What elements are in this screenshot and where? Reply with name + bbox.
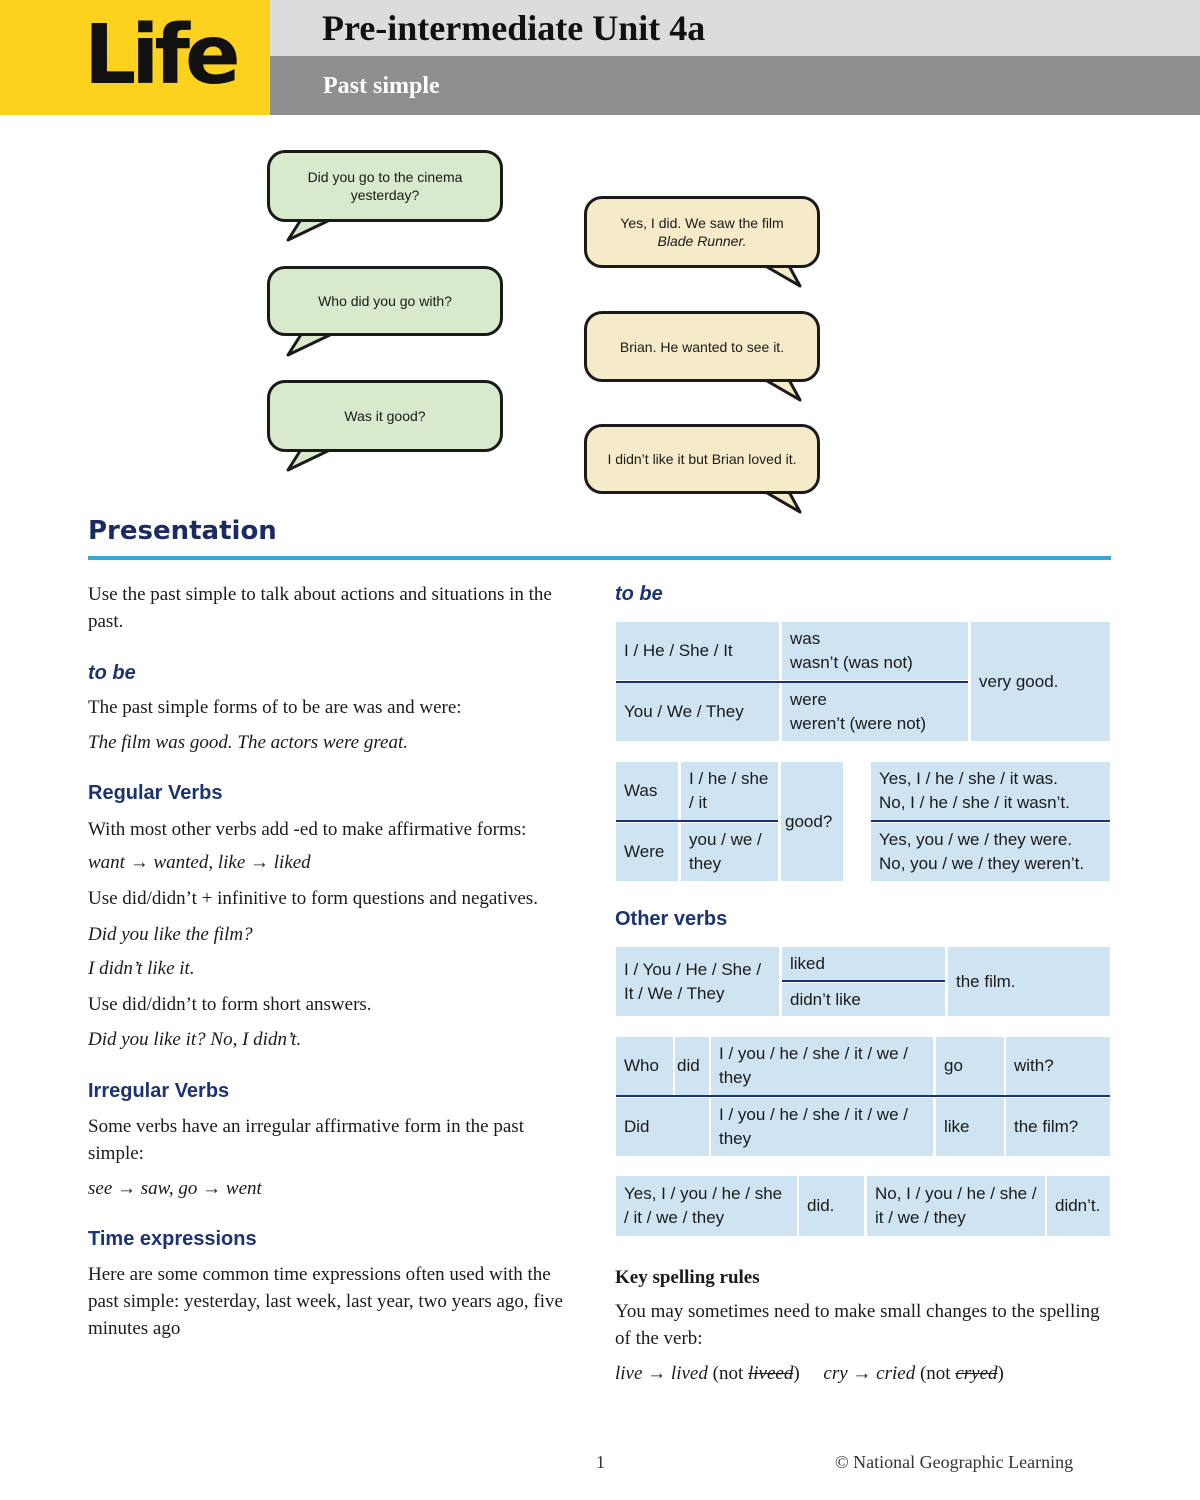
table-cell: I / He / She / It <box>616 622 779 680</box>
copyright: © National Geographic Learning <box>835 1452 1074 1472</box>
table-cell: like <box>936 1098 1004 1156</box>
table-cell: the film? <box>1006 1098 1110 1156</box>
answer-bubble-2: Brian. He wanted to see it. <box>584 311 820 382</box>
table-cell: did <box>675 1037 709 1095</box>
subheading-regular: Regular Verbs <box>88 782 223 804</box>
spelling-examples: live → lived (not liveed) cry → cried (not cryed) <box>615 1363 1004 1384</box>
bubble-tail <box>284 333 344 359</box>
section-heading: Presentation <box>88 516 277 546</box>
page-number: 1 <box>596 1452 605 1472</box>
page-title: Pre-intermediate Unit 4a <box>322 8 706 48</box>
table-cell: Was <box>616 762 678 820</box>
table-cell: was wasn’t (was not) <box>782 622 968 680</box>
question-bubble-3: Was it good? <box>267 380 503 452</box>
table-cell: No, I / you / he / she / it / we / they <box>867 1176 1045 1236</box>
answer-bubble-3: I didn’t like it but Brian loved it. <box>584 424 820 494</box>
table-cell: I / You / He / She / It / We / They <box>616 947 779 1016</box>
table-cell: with? <box>1006 1037 1110 1095</box>
table-cell: You / We / They <box>616 683 779 741</box>
table-cell: Who <box>616 1037 673 1095</box>
table-divider <box>616 820 778 822</box>
subheading-to-be: to be <box>88 662 136 684</box>
page-subtitle: Past simple <box>323 73 440 99</box>
spelling-heading: Key spelling rules <box>615 1267 760 1288</box>
table-heading-to-be: to be <box>615 583 663 605</box>
table-cell: liked <box>782 947 945 980</box>
table-divider <box>782 980 945 982</box>
table-cell: Yes, I / he / she / it was. No, I / he / she / it wasn’t. <box>871 762 1110 820</box>
to-be-text: The past simple forms of to be are was and were: <box>88 697 462 718</box>
regular-text-1: With most other verbs add -ed to make affirmative forms: <box>88 819 527 840</box>
subheading-irregular: Irregular Verbs <box>88 1080 230 1102</box>
irregular-example: see → saw, go → went <box>88 1178 262 1199</box>
table-divider <box>616 681 968 683</box>
table-cell: very good. <box>971 622 1110 741</box>
spelling-text: You may sometimes need to make small changes to the spelling of the verb: <box>615 1301 1100 1349</box>
life-logo: Life <box>0 0 270 115</box>
intro-text: Use the past simple to talk about actions and situations in the past. <box>88 584 552 632</box>
table-cell: did. <box>799 1176 864 1236</box>
table-cell: you / we / they <box>681 823 778 881</box>
question-bubble-2: Who did you go with? <box>267 266 503 336</box>
table-divider <box>616 1095 1110 1097</box>
table-cell: I / you / he / she / it / we / they <box>711 1098 933 1156</box>
table-cell: Were <box>616 823 678 881</box>
regular-text-2: Use did/didn’t + infinitive to form questions and negatives. <box>88 888 538 909</box>
table-heading-other: Other verbs <box>615 908 728 930</box>
table-divider <box>871 820 1110 822</box>
regular-example-4: Did you like it? No, I didn’t. <box>88 1029 302 1050</box>
answer-bubble-1: Yes, I did. We saw the film Blade Runner. <box>584 196 820 268</box>
table-cell: didn’t. <box>1047 1176 1110 1236</box>
regular-text-3: Use did/didn’t to form short answers. <box>88 994 372 1015</box>
to-be-example: The film was good. The actors were great. <box>88 732 409 753</box>
table-cell: Yes, I / you / he / she / it / we / they <box>616 1176 797 1236</box>
table-cell: Did <box>616 1098 709 1156</box>
table-cell: the film. <box>948 947 1110 1016</box>
time-text: Here are some common time expressions often used with the past simple: yesterday, last week, last year, two years ago, five minutes ago <box>88 1264 563 1339</box>
table-cell: Yes, you / we / they were. No, you / we / they weren’t. <box>871 823 1110 881</box>
table-cell: good? <box>781 762 843 881</box>
irregular-text: Some verbs have an irregular affirmative form in the past simple: <box>88 1116 524 1164</box>
regular-example-2: Did you like the film? <box>88 924 253 945</box>
table-cell: I / you / he / she / it / we / they <box>711 1037 933 1095</box>
table-cell: were weren’t (were not) <box>782 683 968 741</box>
subheading-time: Time expressions <box>88 1228 257 1250</box>
table-cell: didn’t like <box>782 983 945 1016</box>
regular-example-3: I didn’t like it. <box>88 958 195 979</box>
table-cell: go <box>936 1037 1004 1095</box>
section-rule <box>88 556 1111 560</box>
question-bubble-1: Did you go to the cinema yesterday? <box>267 150 503 222</box>
table-cell: I / he / she / it <box>681 762 778 820</box>
regular-example-1: want → wanted, like → liked <box>88 852 311 873</box>
